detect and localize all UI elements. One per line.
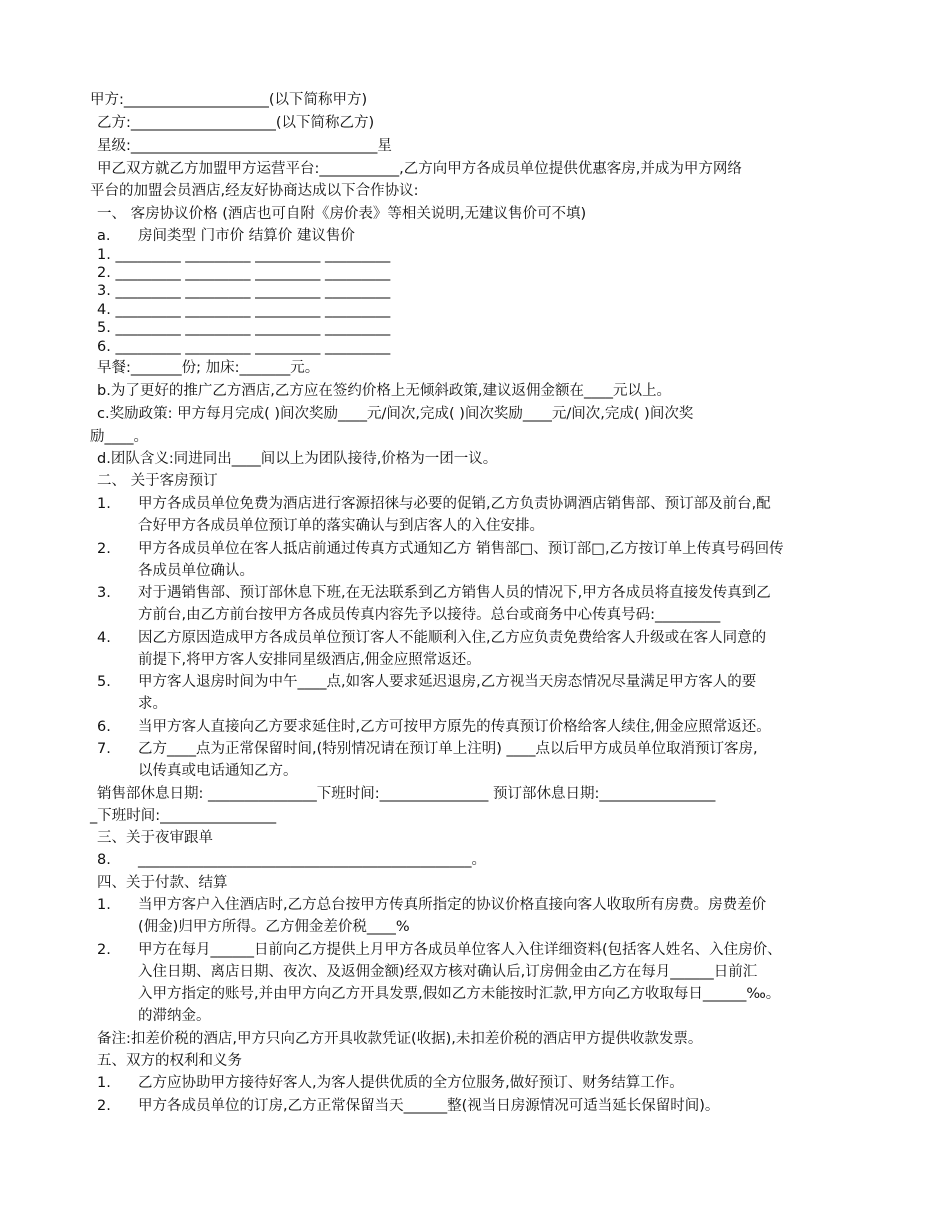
intro-line-1: 甲乙双方就乙方加盟甲方运营平台:___________,乙方向甲方各成员单位提供优惠客房,并成为甲方网络 [97, 161, 742, 177]
item-text-2: 前提下,将甲方客人安排同星级酒店,佣金应照常返还。 [138, 652, 481, 668]
item-text-1: 当甲方客人直接向乙方要求延住时,乙方可按甲方原先的传真预订价格给客人续住,佣金应照常返还。 [138, 719, 771, 735]
item-text-2: 入住日期、离店日期、夜次、及返佣金额)经双方核对确认后,订房佣金由乙方在每月______日前汇 [138, 964, 758, 980]
room-table-columns: 房间类型 门市价 结算价 建议售价 [138, 228, 355, 244]
item-text-1: 甲方各成员单位的订房,乙方正常保留当天______整(视当日房源情况可适当延长保留时间)。 [138, 1098, 720, 1114]
rest-days-line-2: _下班时间:________________ [90, 808, 277, 824]
item-number: 2. [97, 541, 111, 557]
item-text-1: ______________________________________________。 [138, 852, 486, 868]
party-b-line: 乙方:____________________(以下简称乙方) [97, 115, 375, 131]
item-text-2: 合好甲方各成员单位预订单的落实确认与到店客人的入住安排。 [138, 518, 544, 534]
section-4-title: 四、关于付款、结算 [97, 875, 228, 891]
item-c-line-1: c.奖励政策: 甲方每月完成( )间次奖励____元/间次,完成( )间次奖励____元/间次,完成( )间次奖 [97, 406, 694, 422]
item-a-label: a. [97, 228, 111, 244]
room-row-2: 2. _________ _________ _________ _________ [97, 265, 391, 281]
item-text-1: 甲方各成员单位免费为酒店进行客源招徕与必要的促销,乙方负责协调酒店销售部、预订部及前台,配 [138, 496, 771, 512]
room-table-header [97, 226, 355, 246]
item-text-1: 甲方在每月______日前向乙方提供上月甲方各成员单位客人入住详细资料(包括客人姓名、入住房价、 [138, 942, 782, 958]
room-row-5: 5. _________ _________ _________ _________ [97, 320, 391, 336]
item-text-1: 对于遇销售部、预订部休息下班,在无法联系到乙方销售人员的情况下,甲方各成员将直接发传真到乙 [138, 585, 771, 601]
item-text-2: 各成员单位确认。 [138, 563, 254, 579]
item-text-1: 乙方____点为正常保留时间,(特别情况请在预订单上注明) ____点以后甲方成员单位取消预订客房, [138, 741, 758, 757]
item-number: 6. [97, 719, 111, 735]
star-rating-line: 星级:__________________________________星 [97, 138, 392, 154]
room-row-1: 1. _________ _________ _________ _________ [97, 247, 391, 263]
item-text-2: 方前台,由乙方前台按甲方各成员传真内容先予以接待。总台或商务中心传真号码:_________ [138, 607, 721, 623]
payment-note: 备注:扣差价税的酒店,甲方只向乙方开具收款凭证(收据),未扣差价税的酒店甲方提供收款发票。 [97, 1031, 703, 1047]
section-3-title: 三、关于夜审跟单 [97, 830, 213, 846]
item-text-2: 求。 [138, 696, 167, 712]
item-number: 7. [97, 741, 111, 757]
item-text-3: 入甲方指定的账号,并由甲方向乙方开具发票,假如乙方未能按时汇款,甲方向乙方收取每日______‰。 [138, 986, 781, 1002]
item-number: 2. [97, 942, 111, 958]
item-number: 8. [97, 852, 111, 868]
item-text-2: 以传真或电话通知乙方。 [138, 763, 298, 779]
item-number: 1. [97, 1075, 111, 1091]
item-number: 2. [97, 1098, 111, 1114]
item-text-1: 甲方各成员单位在客人抵店前通过传真方式通知乙方 销售部□、预订部□,乙方按订单上传真号码回传 [138, 541, 784, 557]
section-2-title: 二、 关于客房预订 [97, 473, 218, 489]
room-row-3: 3. _________ _________ _________ _________ [97, 283, 391, 299]
item-number: 1. [97, 897, 111, 913]
item-number: 3. [97, 585, 111, 601]
item-number: 4. [97, 630, 111, 646]
item-text-1: 当甲方客户入住酒店时,乙方总台按甲方传真所指定的协议价格直接向客人收取所有房费。房费差价 [138, 897, 767, 913]
intro-line-2: 平台的加盟会员酒店,经友好协商达成以下合作协议: [90, 183, 419, 199]
item-b-line: b.为了更好的推广乙方酒店,乙方应在签约价格上无倾斜政策,建议返佣金额在____元以上。 [97, 383, 672, 399]
item-text-1: 乙方应协助甲方接待好客人,为客人提供优质的全方位服务,做好预订、财务结算工作。 [138, 1075, 684, 1091]
item-text-1: 甲方客人退房时间为中午____点,如客人要求延迟退房,乙方视当天房态情况尽量满足甲方客人的要 [138, 674, 757, 690]
party-a-line: 甲方:____________________(以下简称甲方) [90, 92, 368, 108]
item-number: 1. [97, 496, 111, 512]
breakfast-line: 早餐:_______份; 加床:_______元。 [97, 360, 320, 376]
item-text-1: 因乙方原因造成甲方各成员单位预订客人不能顺利入住,乙方应负责免费给客人升级或在客人同意的 [138, 630, 767, 646]
item-c-line-2: 励____。 [90, 429, 148, 445]
item-text-4: 的滞纳金。 [138, 1008, 211, 1024]
item-text-2: (佣金)归甲方所得。乙方佣金差价税____% [138, 919, 410, 935]
rest-days-line-1: 销售部休息日期: _______________下班时间:_______________ 预订部休息日期:________________ [97, 786, 716, 802]
room-row-4: 4. _________ _________ _________ _________ [97, 302, 391, 318]
item-d-line: d.团队含义:同进同出____间以上为团队接待,价格为一团一议。 [97, 451, 498, 467]
item-number: 5. [97, 674, 111, 690]
room-row-6: 6. _________ _________ _________ _________ [97, 339, 391, 355]
section-1-title: 一、 客房协议价格 (酒店也可自附《房价表》等相关说明,无建议售价可不填) [97, 206, 587, 222]
section-5-title: 五、双方的权利和义务 [97, 1053, 242, 1069]
